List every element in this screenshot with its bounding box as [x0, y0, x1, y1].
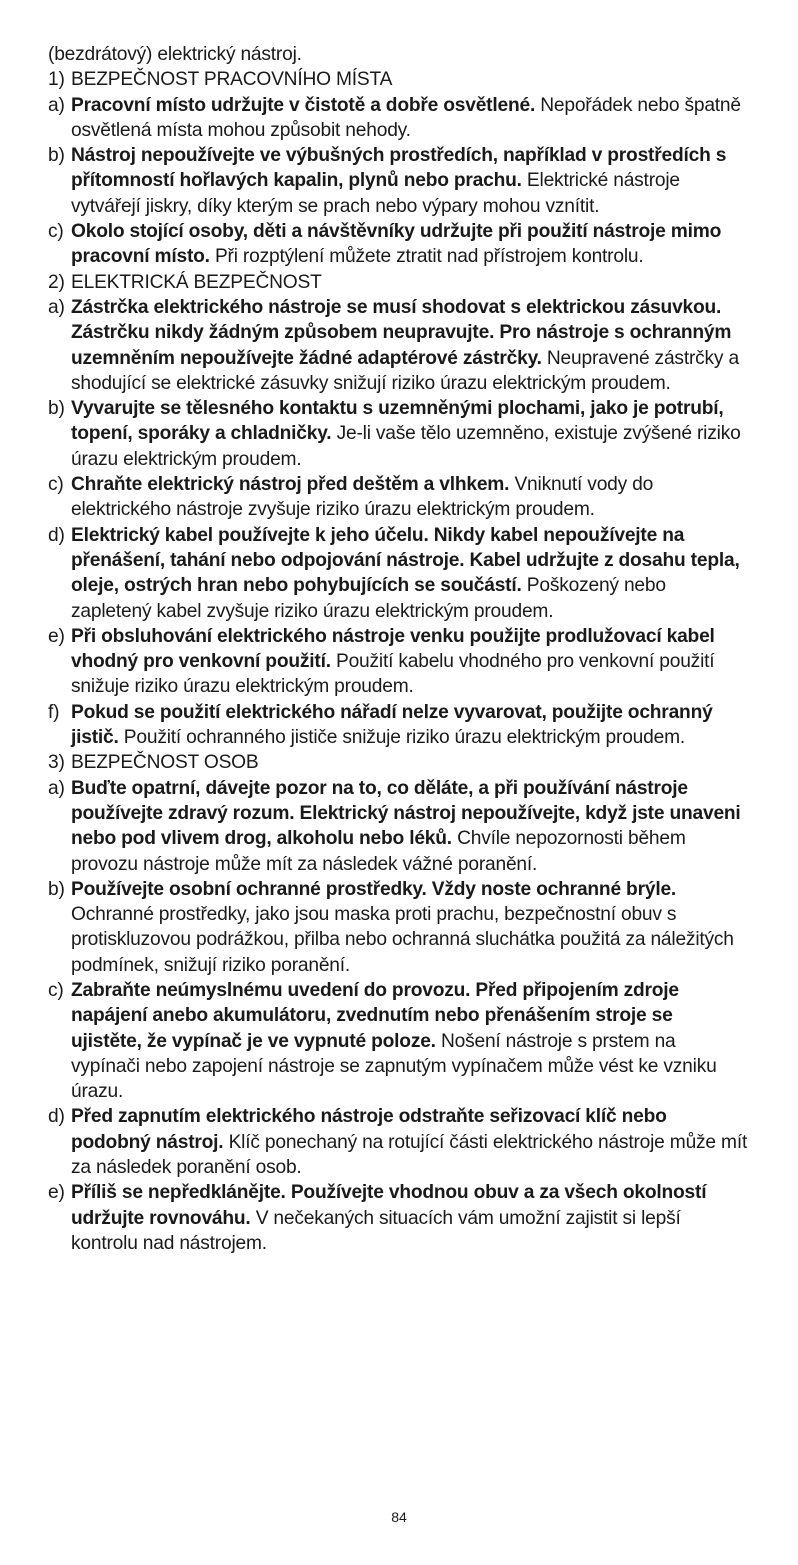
- section-number: 3): [48, 752, 65, 774]
- item-text: V nečekaných situacích vám umožní zajistit si lepší kontrolu nad nástrojem.: [71, 1207, 681, 1254]
- section-heading: [48, 270, 748, 295]
- item-text: Při rozptýlení můžete ztratit nad přístrojem kontrolu.: [214, 246, 644, 268]
- list-item: [48, 1104, 748, 1180]
- item-bold-text: Používejte osobní ochranné prostředky. Vždy noste ochranné brýle.: [71, 878, 677, 900]
- item-text: Neupravené zástrčky a shodující se elektrické zásuvky snižují riziko úrazu elektrickým proudem.: [71, 347, 739, 394]
- list-item: [48, 700, 748, 751]
- item-bold-text: Chraňte elektrický nástroj před deštěm a vlhkem.: [71, 474, 510, 496]
- item-label: a): [48, 94, 65, 116]
- item-text: Je-li vaše tělo uzemněno, existuje zvýšené riziko úrazu elektrickým proudem.: [71, 423, 741, 470]
- page-number: 84: [391, 1509, 407, 1525]
- item-text: Nepořádek nebo špatně osvětlená místa mohou způsobit nehody.: [71, 94, 741, 141]
- item-label: a): [48, 296, 65, 318]
- section-title: BEZPEČNOST OSOB: [71, 752, 259, 774]
- section-title: BEZPEČNOST PRACOVNÍHO MÍSTA: [71, 69, 393, 91]
- list-item: [48, 219, 748, 270]
- item-bold-text: Buďte opatrní, dávejte pozor na to, co děláte, a při používání nástroje používejte zdravý rozum. Elektrický nástroj nepoužívejte, když jste unaveni nebo pod vlivem drog, alkoholu nebo léků.: [71, 777, 741, 850]
- list-item: [48, 877, 748, 978]
- item-bold-text: Nástroj nepoužívejte ve výbušných prostředích, například v prostředích s přítomností hořlavých kapalin, plynů nebo prachu.: [71, 145, 727, 192]
- item-text: Ochranné prostředky, jako jsou maska proti prachu, bezpečnostní obuv s protiskluzovou podrážkou, přilba nebo ochranná sluchátka použitá za náležitých podmínek, snižují riziko poranění.: [71, 904, 734, 976]
- item-bold-text: Zástrčka elektrického nástroje se musí shodovat s elektrickou zásuvkou. Zástrčku nikdy žádným způsobem neupravujte. Pro nástroje s ochranným uzemněním nepoužívejte žádné adaptérové zástrčky.: [71, 296, 732, 369]
- list-item: [48, 624, 748, 700]
- intro-line: (bezdrátový) elektrický nástroj.: [48, 44, 302, 65]
- item-label: d): [48, 1106, 65, 1128]
- item-text: Vniknutí vody do elektrického nástroje zvyšuje riziko úrazu elektrickým proudem.: [71, 474, 654, 521]
- item-text: Klíč ponechaný na rotující části elektrického nástroje může mít za následek poranění osob.: [71, 1131, 748, 1179]
- list-item: [48, 295, 748, 396]
- list-item: [48, 523, 748, 624]
- item-bold-text: Elektrický kabel používejte k jeho účelu. Nikdy kabel nepoužívejte na přenášení, tahání nebo odpojování nástroje. Kabel udržujte z dosahu tepla, oleje, ostrých hran nebo pohybujících se součástí.: [71, 524, 740, 597]
- list-item: [48, 143, 748, 219]
- list-item: [48, 472, 748, 523]
- item-bold-text: Pokud se použití elektrického nářadí nelze vyvarovat, použijte ochranný jistič.: [71, 701, 713, 749]
- item-bold-text: Vyvarujte se tělesného kontaktu s uzemněnými plochami, jako je potrubí, topení, sporáky a chladničky.: [71, 398, 724, 445]
- item-label: b): [48, 398, 65, 420]
- section-title: ELEKTRICKÁ BEZPEČNOST: [71, 271, 322, 293]
- item-text: Nošení nástroje s prstem na vypínači nebo zapojení nástroje se zapnutým vypínačem může vést ke vzniku úrazu.: [71, 1030, 717, 1103]
- item-bold-text: Příliš se nepředklánějte. Používejte vhodnou obuv a za všech okolností udržujte rovnováhu.: [71, 1182, 707, 1229]
- section-personal-safety: [48, 750, 748, 1256]
- section-number: 2): [48, 271, 65, 293]
- item-text: Použití ochranného jističe snižuje riziko úrazu elektrickým proudem.: [123, 727, 686, 749]
- item-bold-text: Okolo stojící osoby, děti a návštěvníky udržujte při použití nástroje mimo pracovní místo.: [71, 221, 722, 268]
- item-label: b): [48, 878, 65, 900]
- list-item: [48, 776, 748, 877]
- item-label: f): [48, 701, 60, 723]
- list-item: [48, 978, 748, 1104]
- item-bold-text: Před zapnutím elektrického nástroje odstraňte seřizovací klíč nebo podobný nástroj.: [71, 1106, 667, 1153]
- item-label: e): [48, 1182, 65, 1204]
- list-item: [48, 1180, 748, 1256]
- list-item: [48, 93, 748, 144]
- section-workplace-safety: [48, 67, 748, 269]
- section-number: 1): [48, 69, 65, 91]
- list-item: [48, 396, 748, 472]
- item-text: Poškozený nebo zapletený kabel zvyšuje riziko úrazu elektrickým proudem.: [71, 575, 666, 622]
- section-heading: [48, 750, 748, 775]
- item-text: Použití kabelu vhodného pro venkovní použití snižuje riziko úrazu elektrickým proudem.: [71, 651, 715, 698]
- item-label: c): [48, 474, 64, 496]
- item-label: e): [48, 625, 65, 647]
- item-label: a): [48, 777, 65, 799]
- item-label: c): [48, 979, 64, 1001]
- item-text: Elektrické nástroje vytvářejí jiskry, díky kterým se prach nebo výpary mohou vznítit.: [71, 170, 680, 217]
- item-label: c): [48, 221, 64, 243]
- item-bold-text: Při obsluhování elektrického nástroje venku použijte prodlužovací kabel vhodný pro venkovní použití.: [71, 625, 715, 673]
- section-electrical-safety: [48, 270, 748, 751]
- item-bold-text: Zabraňte neúmyslnému uvedení do provozu. Před připojením zdroje napájení anebo akumulátoru, zvednutím nebo přenášením stroje se ujistěte, že vypínač je ve vypnuté poloze.: [71, 979, 679, 1052]
- item-text: Chvíle nepozornosti během provozu nástroje může mít za následek vážné poranění.: [71, 828, 686, 875]
- item-label: b): [48, 145, 65, 167]
- item-label: d): [48, 524, 65, 546]
- section-heading: [48, 67, 748, 92]
- manual-page: [48, 42, 748, 1256]
- item-bold-text: Pracovní místo udržujte v čistotě a dobře osvětlené.: [71, 94, 536, 116]
